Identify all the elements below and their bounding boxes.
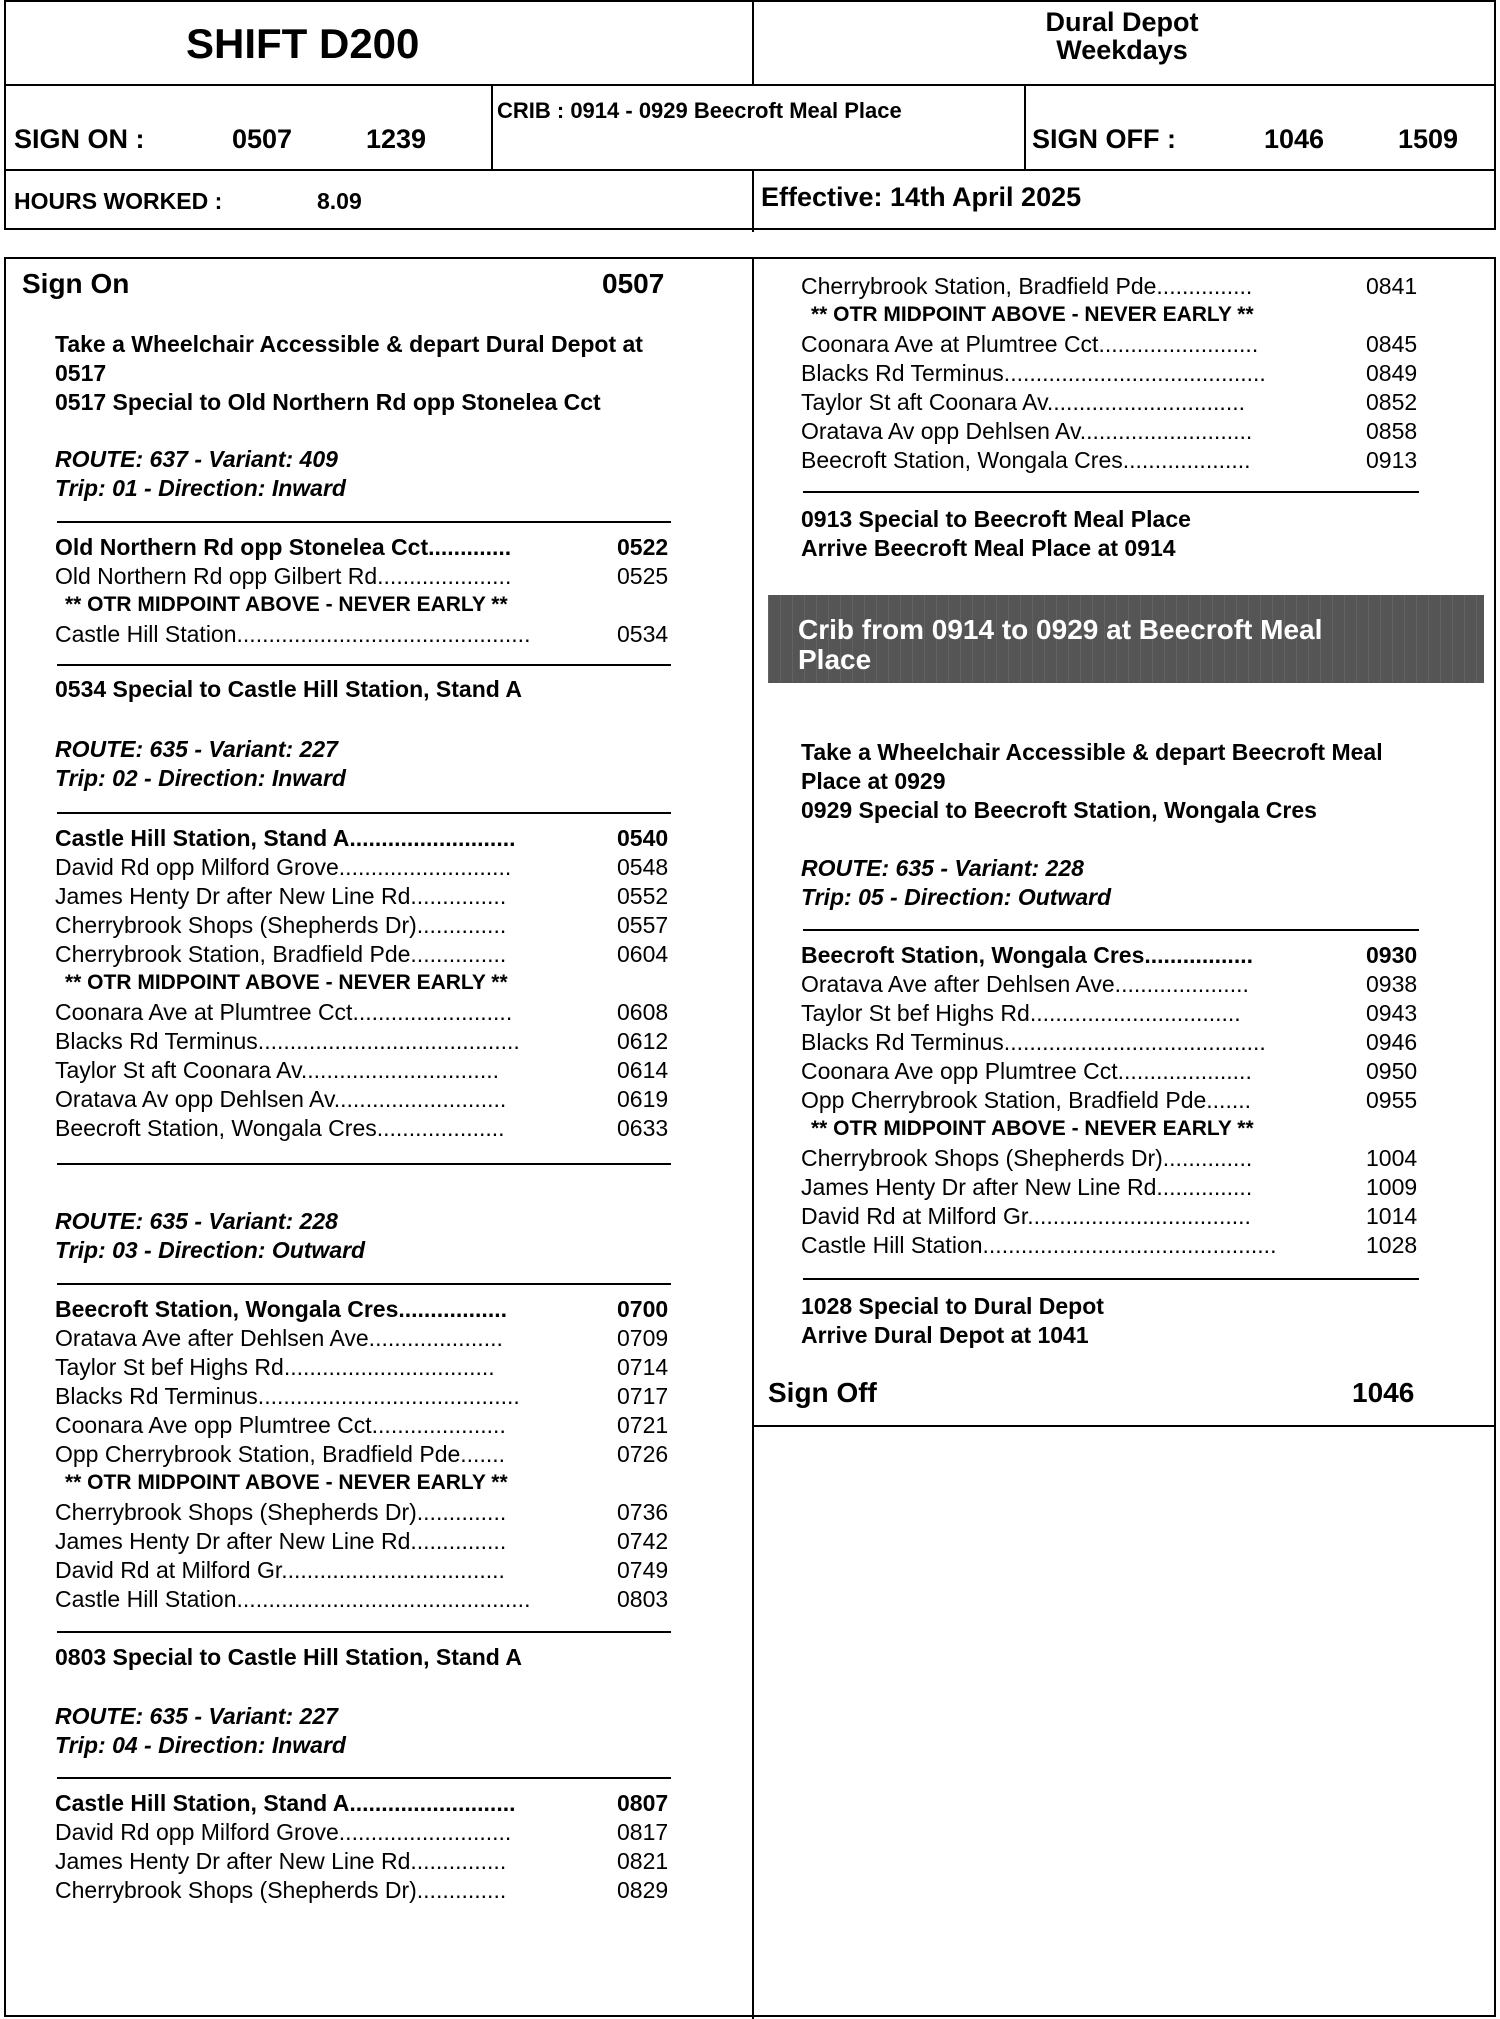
stop-time: 0817 [617,1819,669,1845]
stop-time: 0955 [1366,1087,1418,1113]
stop-name: David Rd opp Milford Grove........................... [55,1819,512,1845]
stop-row [55,1325,675,1354]
sign-on-time-2: 1239 [366,124,427,154]
special-instruction: 0803 Special to Castle Hill Station, Stand A [55,1644,522,1670]
depart-line-2: Place at 0929 [801,768,946,794]
stop-name: Cherrybrook Shops (Shepherds Dr).............. [55,1499,507,1525]
stop-row [55,825,675,854]
trip-label: Trip: 04 - Direction: Inward [55,1732,346,1758]
stop-row [55,1057,675,1086]
stop-name: Blacks Rd Terminus......................................... [55,1028,520,1054]
stop-row [801,389,1431,418]
stop-row [55,941,675,970]
stop-name: Old Northern Rd opp Stonelea Cct............. [55,534,512,560]
stop-row [55,1028,675,1057]
stop-time: 0913 [1366,447,1418,473]
depart-line-1: Take a Wheelchair Accessible & depart Dural Depot at [55,331,643,357]
stop-row [801,1000,1431,1029]
stop-time: 0714 [617,1354,669,1380]
sign-on-time-1: 0507 [232,124,293,154]
otr-midpoint-note: ** OTR MIDPOINT ABOVE - NEVER EARLY ** [65,1471,508,1494]
stop-name: Blacks Rd Terminus......................................... [801,360,1266,386]
stop-row [55,999,675,1028]
stop-name: Beecroft Station, Wongala Cres................. [801,942,1253,968]
stop-row [55,1790,675,1819]
stop-row [55,1877,675,1906]
route-label: ROUTE: 637 - Variant: 409 [55,446,338,472]
stop-time: 0736 [617,1499,669,1525]
trip-label: Trip: 05 - Direction: Outward [801,884,1112,910]
shift-header [4,0,1496,230]
stop-name: Opp Cherrybrook Station, Bradfield Pde....... [55,1441,506,1467]
stop-row [55,1528,675,1557]
meal-line-1: 0913 Special to Beecroft Meal Place [801,506,1191,532]
stop-row [801,447,1431,476]
stop-row [55,563,675,592]
stop-name: Cherrybrook Shops (Shepherds Dr).............. [55,912,507,938]
stop-row [801,942,1431,971]
stop-name: Taylor St aft Coonara Av............................... [55,1057,499,1083]
return-line-1: 1028 Special to Dural Depot [801,1293,1104,1319]
stop-time: 0852 [1366,389,1418,415]
stop-row [55,1296,675,1325]
stop-row [55,854,675,883]
otr-midpoint-note: ** OTR MIDPOINT ABOVE - NEVER EARLY ** [65,971,508,994]
depart-line-3: 0929 Special to Beecroft Station, Wongala Cres [801,797,1317,823]
stop-time: 0938 [1366,971,1418,997]
stop-row [801,1058,1431,1087]
sign-off-heading: Sign Off [768,1377,877,1408]
return-instruction [801,1292,1104,1350]
stop-time: 0633 [617,1115,669,1141]
stop-name: James Henty Dr after New Line Rd............... [55,883,507,909]
meal-line-2: Arrive Beecroft Meal Place at 0914 [801,535,1176,561]
stop-row [801,1203,1431,1232]
stop-name: Cherrybrook Shops (Shepherds Dr).............. [55,1877,507,1903]
special-instruction: 0534 Special to Castle Hill Station, Stand A [55,676,522,702]
stop-name: Beecroft Station, Wongala Cres.................... [55,1115,505,1141]
stop-row [801,1029,1431,1058]
stop-row [55,1383,675,1412]
stop-time: 0557 [617,912,669,938]
stop-name: Coonara Ave opp Plumtree Cct..................... [801,1058,1252,1084]
route-label: ROUTE: 635 - Variant: 228 [801,855,1084,881]
stop-row [801,273,1431,302]
stop-time: 0717 [617,1383,669,1409]
stop-name: Cherrybrook Station, Bradfield Pde............... [55,941,507,967]
stop-time: 0721 [617,1412,669,1438]
stop-name: David Rd opp Milford Grove........................... [55,854,512,880]
trip-01-info [55,445,346,503]
stop-name: Taylor St bef Highs Rd................................. [55,1354,495,1380]
stop-time: 1014 [1366,1203,1418,1229]
crib-banner [768,595,1484,683]
stop-row [801,1145,1431,1174]
hours-worked-value: 8.09 [317,188,362,214]
trip-label: Trip: 01 - Direction: Inward [55,475,346,501]
stop-time: 1028 [1366,1232,1418,1258]
sign-off-time-1: 1046 [1264,124,1325,154]
trip-label: Trip: 03 - Direction: Outward [55,1237,366,1263]
stop-name: Castle Hill Station, Stand A.......................... [55,1790,516,1816]
stop-name: Castle Hill Station.............................................. [55,621,531,647]
stop-time: 0619 [617,1086,669,1112]
stop-row [801,331,1431,360]
return-line-2: Arrive Dural Depot at 1041 [801,1322,1089,1348]
depot-days: Weekdays [1056,35,1188,65]
stop-time: 0534 [617,621,669,647]
stop-row [55,883,675,912]
stop-time: 0726 [617,1441,669,1467]
stop-time: 0608 [617,999,669,1025]
depot-info [752,8,1492,64]
otr-midpoint-note: ** OTR MIDPOINT ABOVE - NEVER EARLY ** [811,303,1254,326]
stop-time: 0522 [617,534,669,560]
trip-03-info [55,1207,365,1265]
stop-time: 0829 [617,1877,669,1903]
stop-time: 0604 [617,941,669,967]
stop-time: 0845 [1366,331,1418,357]
crib-banner-line-2: Place [798,644,872,675]
stop-name: James Henty Dr after New Line Rd............... [55,1528,507,1554]
depart-line-3: 0517 Special to Old Northern Rd opp Stonelea Cct [55,389,601,415]
stop-name: Cherrybrook Station, Bradfield Pde............... [801,273,1253,299]
route-label: ROUTE: 635 - Variant: 227 [55,1703,338,1729]
stop-time: 0858 [1366,418,1418,444]
stop-row [55,1115,675,1144]
stop-time: 0525 [617,563,669,589]
depart-instructions [55,330,643,417]
stop-time: 0943 [1366,1000,1418,1026]
sign-on-heading: Sign On [22,268,130,299]
stop-row [55,1848,675,1877]
stop-row [55,1499,675,1528]
stop-name: Beecroft Station, Wongala Cres................. [55,1296,507,1322]
stop-row [801,1174,1431,1203]
trip-02-info [55,735,346,793]
stop-time: 1004 [1366,1145,1418,1171]
depot-name: Dural Depot [1045,7,1199,37]
stop-name: Cherrybrook Shops (Shepherds Dr).............. [801,1145,1253,1171]
otr-midpoint-note: ** OTR MIDPOINT ABOVE - NEVER EARLY ** [65,593,508,616]
trip-05-info [801,854,1111,912]
stop-row [55,621,675,650]
stop-time: 0849 [1366,360,1418,386]
stop-time: 0614 [617,1057,669,1083]
stop-row [55,912,675,941]
stop-time: 0700 [617,1296,669,1322]
shift-details [4,257,1496,2017]
depart-line-1: Take a Wheelchair Accessible & depart Beecroft Meal [801,739,1383,765]
stop-name: Taylor St bef Highs Rd................................. [801,1000,1241,1026]
stop-name: Coonara Ave at Plumtree Cct......................... [55,999,513,1025]
shift-title: SHIFT D200 [186,20,420,67]
sign-on-heading-time: 0507 [602,268,665,299]
stop-name: James Henty Dr after New Line Rd............... [55,1848,507,1874]
stop-name: Blacks Rd Terminus......................................... [55,1383,520,1409]
sign-off-time-2: 1509 [1398,124,1459,154]
stop-time: 0612 [617,1028,669,1054]
stop-name: Coonara Ave at Plumtree Cct......................... [801,331,1259,357]
depart-line-2: 0517 [55,360,107,386]
stop-time: 0548 [617,854,669,880]
stop-time: 0540 [617,825,669,851]
stop-row [55,1557,675,1586]
stop-name: Opp Cherrybrook Station, Bradfield Pde....... [801,1087,1252,1113]
effective-date: Effective: 14th April 2025 [761,182,1082,212]
meal-instruction [801,505,1191,563]
stop-name: Oratava Ave after Dehlsen Ave..................... [55,1325,503,1351]
stop-row [55,1354,675,1383]
stop-time: 0946 [1366,1029,1418,1055]
stop-name: Oratava Ave after Dehlsen Ave..................... [801,971,1249,997]
stop-name: James Henty Dr after New Line Rd............... [801,1174,1253,1200]
stop-time: 0821 [617,1848,669,1874]
stop-name: David Rd at Milford Gr................................... [801,1203,1251,1229]
stop-name: Oratava Av opp Dehlsen Av........................... [801,418,1253,444]
sign-on-label: SIGN ON : [14,124,145,154]
stop-row [55,1441,675,1470]
trip-label: Trip: 02 - Direction: Inward [55,765,346,791]
stop-time: 1009 [1366,1174,1418,1200]
stop-time: 0807 [617,1790,669,1816]
stop-row [801,418,1431,447]
stop-name: Blacks Rd Terminus......................................... [801,1029,1266,1055]
route-label: ROUTE: 635 - Variant: 227 [55,736,338,762]
stop-time: 0950 [1366,1058,1418,1084]
stop-name: Castle Hill Station, Stand A.......................... [55,825,516,851]
depart-instructions [801,738,1383,825]
stop-name: Castle Hill Station.............................................. [55,1586,531,1612]
hours-worked-label: HOURS WORKED : [14,188,223,214]
stop-name: Coonara Ave opp Plumtree Cct..................... [55,1412,506,1438]
stop-time: 0749 [617,1557,669,1583]
crib-banner-line-1: Crib from 0914 to 0929 at Beecroft Meal [798,614,1323,645]
stop-row [801,1087,1431,1116]
sign-off-heading-time: 1046 [1352,1377,1415,1408]
stop-row [55,1412,675,1441]
stop-name: Oratava Av opp Dehlsen Av........................... [55,1086,507,1112]
stop-name: Taylor St aft Coonara Av............................... [801,389,1245,415]
stop-name: Old Northern Rd opp Gilbert Rd..................... [55,563,512,589]
sign-off-label: SIGN OFF : [1032,124,1176,154]
stop-time: 0841 [1366,273,1418,299]
otr-midpoint-note: ** OTR MIDPOINT ABOVE - NEVER EARLY ** [811,1117,1254,1140]
stop-row [55,534,675,563]
crib-summary: CRIB : 0914 - 0929 Beecroft Meal Place [497,98,902,123]
stop-row [801,971,1431,1000]
stop-time: 0930 [1366,942,1418,968]
stop-time: 0803 [617,1586,669,1612]
stop-name: Castle Hill Station.............................................. [801,1232,1277,1258]
stop-row [55,1819,675,1848]
stop-time: 0709 [617,1325,669,1351]
stop-name: Beecroft Station, Wongala Cres.................... [801,447,1251,473]
trip-04-info [55,1702,346,1760]
stop-time: 0742 [617,1528,669,1554]
route-label: ROUTE: 635 - Variant: 228 [55,1208,338,1234]
column-divider [752,259,754,2019]
sign-off-divider [752,1425,1494,1427]
stop-time: 0552 [617,883,669,909]
stop-row [801,1232,1431,1261]
stop-name: David Rd at Milford Gr................................... [55,1557,505,1583]
stop-row [55,1086,675,1115]
stop-row [55,1586,675,1615]
stop-row [801,360,1431,389]
